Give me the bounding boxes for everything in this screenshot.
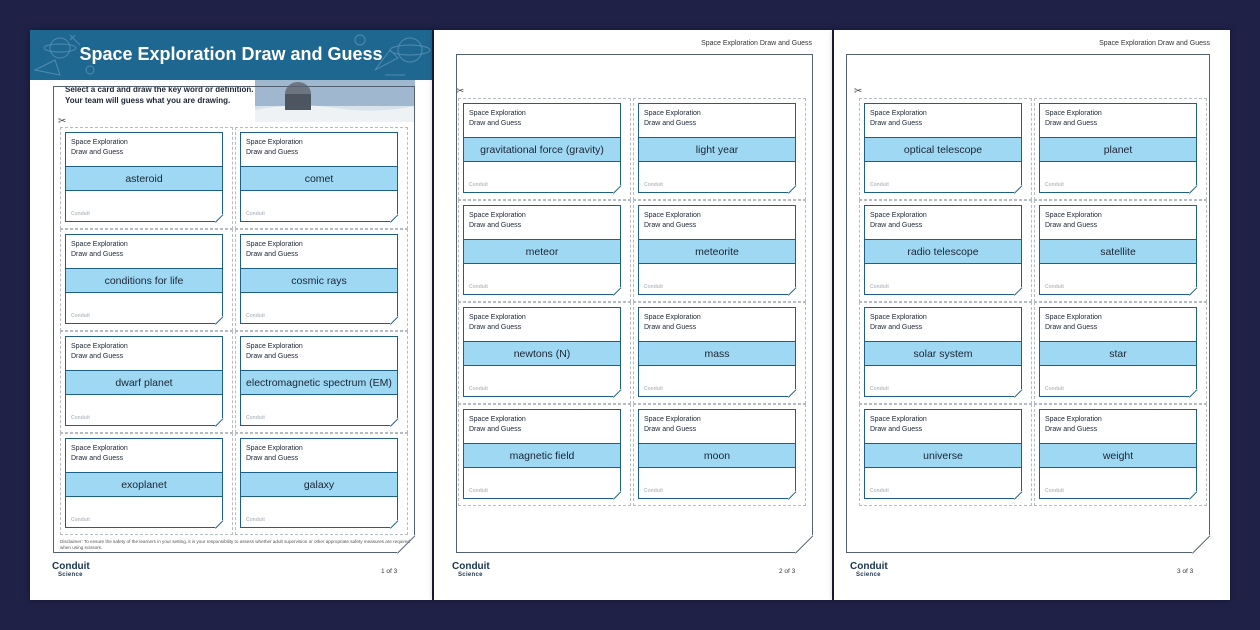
logo-name: Conduit — [850, 561, 888, 572]
card-heading: Space Exploration — [246, 445, 303, 452]
card-corner-fold — [390, 214, 398, 222]
card-corner-fold — [1014, 389, 1022, 397]
card-keyword: cosmic rays — [241, 268, 397, 293]
card-keyword: mass — [639, 341, 795, 366]
card-keyword: galaxy — [241, 472, 397, 497]
running-header: Space Exploration Draw and Guess — [1099, 40, 1210, 47]
card-heading: Space Exploration — [1045, 314, 1102, 321]
card-keyword: dwarf planet — [66, 370, 222, 395]
card-subheading: Draw and Guess — [71, 251, 124, 258]
card-brand: Conduit — [469, 488, 488, 494]
card-heading: Space Exploration — [469, 110, 526, 117]
page-number: 1 of 3 — [381, 568, 398, 575]
word-card[interactable] — [638, 307, 796, 397]
card-corner-fold — [788, 389, 796, 397]
word-card[interactable] — [638, 409, 796, 499]
card-subheading: Draw and Guess — [870, 222, 923, 229]
card-heading: Space Exploration — [71, 445, 128, 452]
card-brand: Conduit — [246, 415, 265, 421]
card-subheading: Draw and Guess — [71, 455, 124, 462]
word-card[interactable] — [638, 103, 796, 193]
word-card[interactable] — [638, 205, 796, 295]
worksheet-page-1 — [30, 30, 432, 600]
word-card[interactable] — [65, 234, 223, 324]
card-keyword: weight — [1040, 443, 1196, 468]
card-brand: Conduit — [71, 415, 90, 421]
word-card[interactable] — [1039, 409, 1197, 499]
worksheet-page-2 — [434, 30, 832, 600]
card-heading: Space Exploration — [246, 139, 303, 146]
word-card[interactable] — [1039, 205, 1197, 295]
card-brand: Conduit — [870, 488, 889, 494]
card-keyword: magnetic field — [464, 443, 620, 468]
card-subheading: Draw and Guess — [71, 149, 124, 156]
card-brand: Conduit — [469, 284, 488, 290]
card-brand: Conduit — [246, 211, 265, 217]
logo-name: Conduit — [452, 561, 490, 572]
word-card[interactable] — [864, 307, 1022, 397]
card-brand: Conduit — [1045, 386, 1064, 392]
card-heading: Space Exploration — [870, 212, 927, 219]
card-corner-fold — [788, 287, 796, 295]
page-number: 3 of 3 — [1177, 568, 1194, 575]
card-heading: Space Exploration — [1045, 416, 1102, 423]
word-card[interactable] — [65, 132, 223, 222]
card-corner-fold — [1189, 287, 1197, 295]
card-corner-fold — [390, 418, 398, 426]
card-corner-fold — [215, 520, 223, 528]
card-brand: Conduit — [644, 386, 663, 392]
card-corner-fold — [215, 214, 223, 222]
card-heading: Space Exploration — [870, 314, 927, 321]
logo-tagline: Science — [458, 572, 483, 578]
card-subheading: Draw and Guess — [1045, 120, 1098, 127]
card-keyword: exoplanet — [66, 472, 222, 497]
card-heading: Space Exploration — [246, 241, 303, 248]
word-card[interactable] — [864, 103, 1022, 193]
card-corner-fold — [788, 491, 796, 499]
card-corner-fold — [613, 185, 621, 193]
worksheet-page-3 — [834, 30, 1230, 600]
card-brand: Conduit — [71, 517, 90, 523]
card-brand: Conduit — [870, 182, 889, 188]
logo-name: Conduit — [52, 561, 90, 572]
card-heading: Space Exploration — [469, 416, 526, 423]
instructions-line-1: Select a card and draw the key word or definition. — [65, 85, 254, 94]
word-card[interactable] — [240, 234, 398, 324]
word-card[interactable] — [864, 409, 1022, 499]
card-subheading: Draw and Guess — [870, 120, 923, 127]
card-corner-fold — [215, 316, 223, 324]
card-keyword: meteor — [464, 239, 620, 264]
card-keyword: meteorite — [639, 239, 795, 264]
card-heading: Space Exploration — [644, 416, 701, 423]
card-heading: Space Exploration — [246, 343, 303, 350]
card-subheading: Draw and Guess — [71, 353, 124, 360]
card-subheading: Draw and Guess — [246, 149, 299, 156]
card-heading: Space Exploration — [469, 212, 526, 219]
card-brand: Conduit — [870, 284, 889, 290]
card-corner-fold — [215, 418, 223, 426]
card-keyword: moon — [639, 443, 795, 468]
card-keyword: solar system — [865, 341, 1021, 366]
card-corner-fold — [1014, 185, 1022, 193]
word-card[interactable] — [65, 438, 223, 528]
conduit-logo — [52, 561, 90, 578]
card-keyword: asteroid — [66, 166, 222, 191]
card-keyword: planet — [1040, 137, 1196, 162]
card-keyword: optical telescope — [865, 137, 1021, 162]
word-card[interactable] — [1039, 307, 1197, 397]
word-card[interactable] — [463, 307, 621, 397]
logo-tagline: Science — [856, 572, 881, 578]
card-corner-fold — [613, 287, 621, 295]
safety-disclaimer: Disclaimer: To ensure the safety of the learners in your setting, it is your responsibility to assess whether adult supervision or other appropriate safety measures are required when using scissors. — [60, 539, 410, 550]
conduit-logo — [452, 561, 490, 578]
card-subheading: Draw and Guess — [246, 353, 299, 360]
scissors-icon: ✂ — [456, 86, 465, 97]
word-card[interactable] — [240, 438, 398, 528]
word-card[interactable] — [463, 205, 621, 295]
card-brand: Conduit — [870, 386, 889, 392]
card-corner-fold — [1189, 491, 1197, 499]
card-heading: Space Exploration — [870, 110, 927, 117]
card-corner-fold — [390, 520, 398, 528]
card-brand: Conduit — [71, 211, 90, 217]
card-keyword: gravitational force (gravity) — [464, 137, 620, 162]
card-brand: Conduit — [71, 313, 90, 319]
card-subheading: Draw and Guess — [469, 120, 522, 127]
card-brand: Conduit — [644, 488, 663, 494]
card-subheading: Draw and Guess — [644, 120, 697, 127]
card-subheading: Draw and Guess — [246, 251, 299, 258]
card-subheading: Draw and Guess — [644, 426, 697, 433]
card-brand: Conduit — [644, 182, 663, 188]
card-heading: Space Exploration — [870, 416, 927, 423]
word-card[interactable] — [463, 103, 621, 193]
card-heading: Space Exploration — [644, 314, 701, 321]
card-keyword: comet — [241, 166, 397, 191]
card-brand: Conduit — [1045, 284, 1064, 290]
conduit-logo — [850, 561, 888, 578]
card-keyword: light year — [639, 137, 795, 162]
card-heading: Space Exploration — [644, 110, 701, 117]
card-brand: Conduit — [1045, 182, 1064, 188]
card-corner-fold — [613, 491, 621, 499]
card-brand: Conduit — [469, 386, 488, 392]
card-keyword: star — [1040, 341, 1196, 366]
page-title: Space Exploration Draw and Guess — [79, 44, 383, 64]
word-card[interactable] — [1039, 103, 1197, 193]
card-keyword: universe — [865, 443, 1021, 468]
title-banner — [30, 30, 432, 80]
card-keyword: conditions for life — [66, 268, 222, 293]
card-corner-fold — [1189, 389, 1197, 397]
card-subheading: Draw and Guess — [469, 324, 522, 331]
card-heading: Space Exploration — [1045, 110, 1102, 117]
card-brand: Conduit — [246, 313, 265, 319]
card-keyword: electromagnetic spectrum (EM) — [241, 370, 397, 395]
page-number: 2 of 3 — [779, 568, 796, 575]
word-card[interactable] — [65, 336, 223, 426]
word-card[interactable] — [240, 336, 398, 426]
card-brand: Conduit — [644, 284, 663, 290]
card-heading: Space Exploration — [469, 314, 526, 321]
card-heading: Space Exploration — [71, 241, 128, 248]
card-keyword: radio telescope — [865, 239, 1021, 264]
card-subheading: Draw and Guess — [644, 324, 697, 331]
card-brand: Conduit — [469, 182, 488, 188]
card-subheading: Draw and Guess — [870, 426, 923, 433]
logo-tagline: Science — [58, 572, 83, 578]
card-corner-fold — [1014, 491, 1022, 499]
card-keyword: newtons (N) — [464, 341, 620, 366]
card-corner-fold — [390, 316, 398, 324]
card-subheading: Draw and Guess — [644, 222, 697, 229]
card-heading: Space Exploration — [71, 343, 128, 350]
card-heading: Space Exploration — [71, 139, 128, 146]
card-subheading: Draw and Guess — [1045, 222, 1098, 229]
card-subheading: Draw and Guess — [469, 222, 522, 229]
word-card[interactable] — [864, 205, 1022, 295]
card-heading: Space Exploration — [644, 212, 701, 219]
card-corner-fold — [1014, 287, 1022, 295]
card-heading: Space Exploration — [1045, 212, 1102, 219]
word-card[interactable] — [463, 409, 621, 499]
card-brand: Conduit — [1045, 488, 1064, 494]
card-subheading: Draw and Guess — [469, 426, 522, 433]
word-card[interactable] — [240, 132, 398, 222]
card-brand: Conduit — [246, 517, 265, 523]
scissors-icon: ✂ — [854, 86, 863, 97]
card-corner-fold — [1189, 185, 1197, 193]
card-subheading: Draw and Guess — [1045, 324, 1098, 331]
card-corner-fold — [788, 185, 796, 193]
card-subheading: Draw and Guess — [246, 455, 299, 462]
card-corner-fold — [613, 389, 621, 397]
card-keyword: satellite — [1040, 239, 1196, 264]
card-subheading: Draw and Guess — [1045, 426, 1098, 433]
card-subheading: Draw and Guess — [870, 324, 923, 331]
scissors-icon: ✂ — [58, 116, 67, 127]
instructions-line-2: Your team will guess what you are drawing. — [65, 96, 231, 105]
running-header: Space Exploration Draw and Guess — [701, 40, 812, 47]
